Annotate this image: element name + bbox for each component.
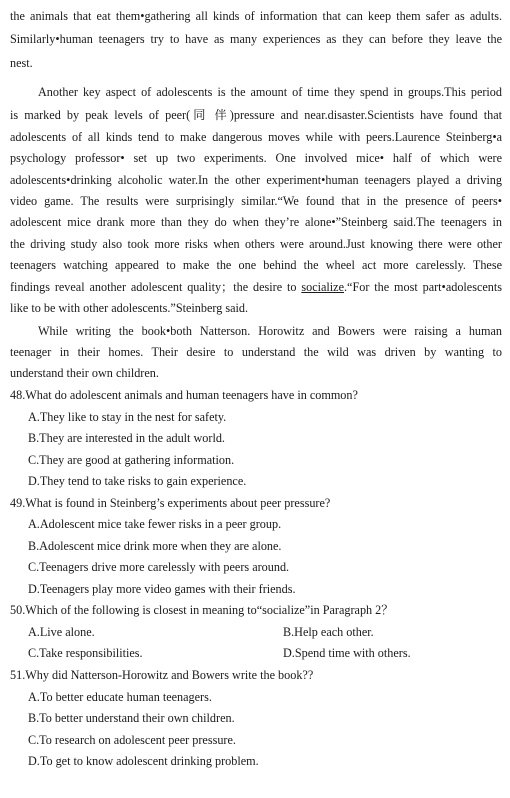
answer-option[interactable]: C.To research on adolescent peer pressure. <box>28 733 236 747</box>
answer-option[interactable]: A.Live alone. <box>28 625 95 639</box>
question-stem: 49.What is found in Steinberg’s experiments about peer pressure? <box>10 496 331 510</box>
answer-option[interactable]: B.They are interested in the adult world. <box>28 431 225 445</box>
answer-option[interactable]: D.Spend time with others. <box>283 646 411 660</box>
question-stem: 48.What do adolescent animals and human teenagers have in common? <box>10 388 358 402</box>
question-stem: 51.Why did Natterson-Horowitz and Bowers write the book?? <box>10 668 314 682</box>
answer-option[interactable]: A.To better educate human teenagers. <box>28 690 212 704</box>
passage-line: like to be with other adolescents.”Steinberg said. <box>10 301 249 315</box>
passage-line: psychology professor• set up two experiments. One involved mice• half of which were <box>10 151 502 165</box>
passage-line: adolescents•drinking alcoholic water.In the other experiment•human teenagers played a driving <box>10 173 502 187</box>
passage-line: Similarly•human teenagers try to have as many experiences as they can before they leave the <box>10 32 502 46</box>
passage-line: Another key aspect of adolescents is the amount of time they spend in groups.This period <box>38 85 502 99</box>
question-stem: 50.Which of the following is closest in meaning to“socialize”in Paragraph 2？ <box>10 603 394 617</box>
answer-option[interactable]: D.To get to know adolescent drinking problem. <box>28 754 259 768</box>
answer-option[interactable]: A.They like to stay in the nest for safety. <box>28 410 227 424</box>
passage-text: .“For the most part•adolescents <box>344 280 503 294</box>
answer-option[interactable]: C.They are good at gathering information. <box>28 453 235 467</box>
passage-line: is marked by peak levels of peer(同 伴)pressure and near.disaster.Scientists have found that <box>10 108 502 122</box>
passage-line: adolescent mice drank more than they do when they’re alone•”Steinberg said.The teenagers in <box>10 215 502 229</box>
answer-option[interactable]: B.To better understand their own children. <box>28 711 235 725</box>
answer-option[interactable]: B.Help each other. <box>283 625 374 639</box>
passage-line: video game. The results were surprisingly similar.“We found that in the presence of peers• <box>10 194 502 208</box>
passage-line-underlined <box>10 279 502 295</box>
passage-line: While writing the book•both Natterson. Horowitz and Bowers were raising a human <box>38 324 502 338</box>
answer-option[interactable]: D.Teenagers play more video games with their friends. <box>28 582 296 596</box>
passage-line: adolescents of all kinds tend to make dangerous moves while with peers.Laurence Steinberg•a <box>10 130 502 144</box>
passage-line: the animals that eat them•gathering all kinds of information that can keep them safer as adults. <box>10 9 502 23</box>
passage-line: understand their own children. <box>10 366 159 380</box>
passage-line: nest. <box>10 56 33 70</box>
answer-option[interactable]: A.Adolescent mice take fewer risks in a peer group. <box>28 517 282 531</box>
underlined-word: socialize <box>301 280 344 294</box>
answer-option[interactable]: B.Adolescent mice drink more when they are alone. <box>28 539 282 553</box>
answer-option[interactable]: C.Take responsibilities. <box>28 646 143 660</box>
answer-option[interactable]: C.Teenagers drive more carelessly with peers around. <box>28 560 290 574</box>
passage-line: teenagers watching appeared to make the one behind the wheel act more carelessly. These <box>10 258 502 272</box>
answer-option[interactable]: D.They tend to take risks to gain experience. <box>28 474 247 488</box>
passage-line: teenager in their homes. Their desire to understand the wild was driven by wanting to <box>10 345 502 359</box>
passage-line: the driving study also took more risks when others were around.Just knowing there were other <box>10 237 502 251</box>
passage-text: findings reveal another adolescent quality；the desire to <box>10 280 297 294</box>
